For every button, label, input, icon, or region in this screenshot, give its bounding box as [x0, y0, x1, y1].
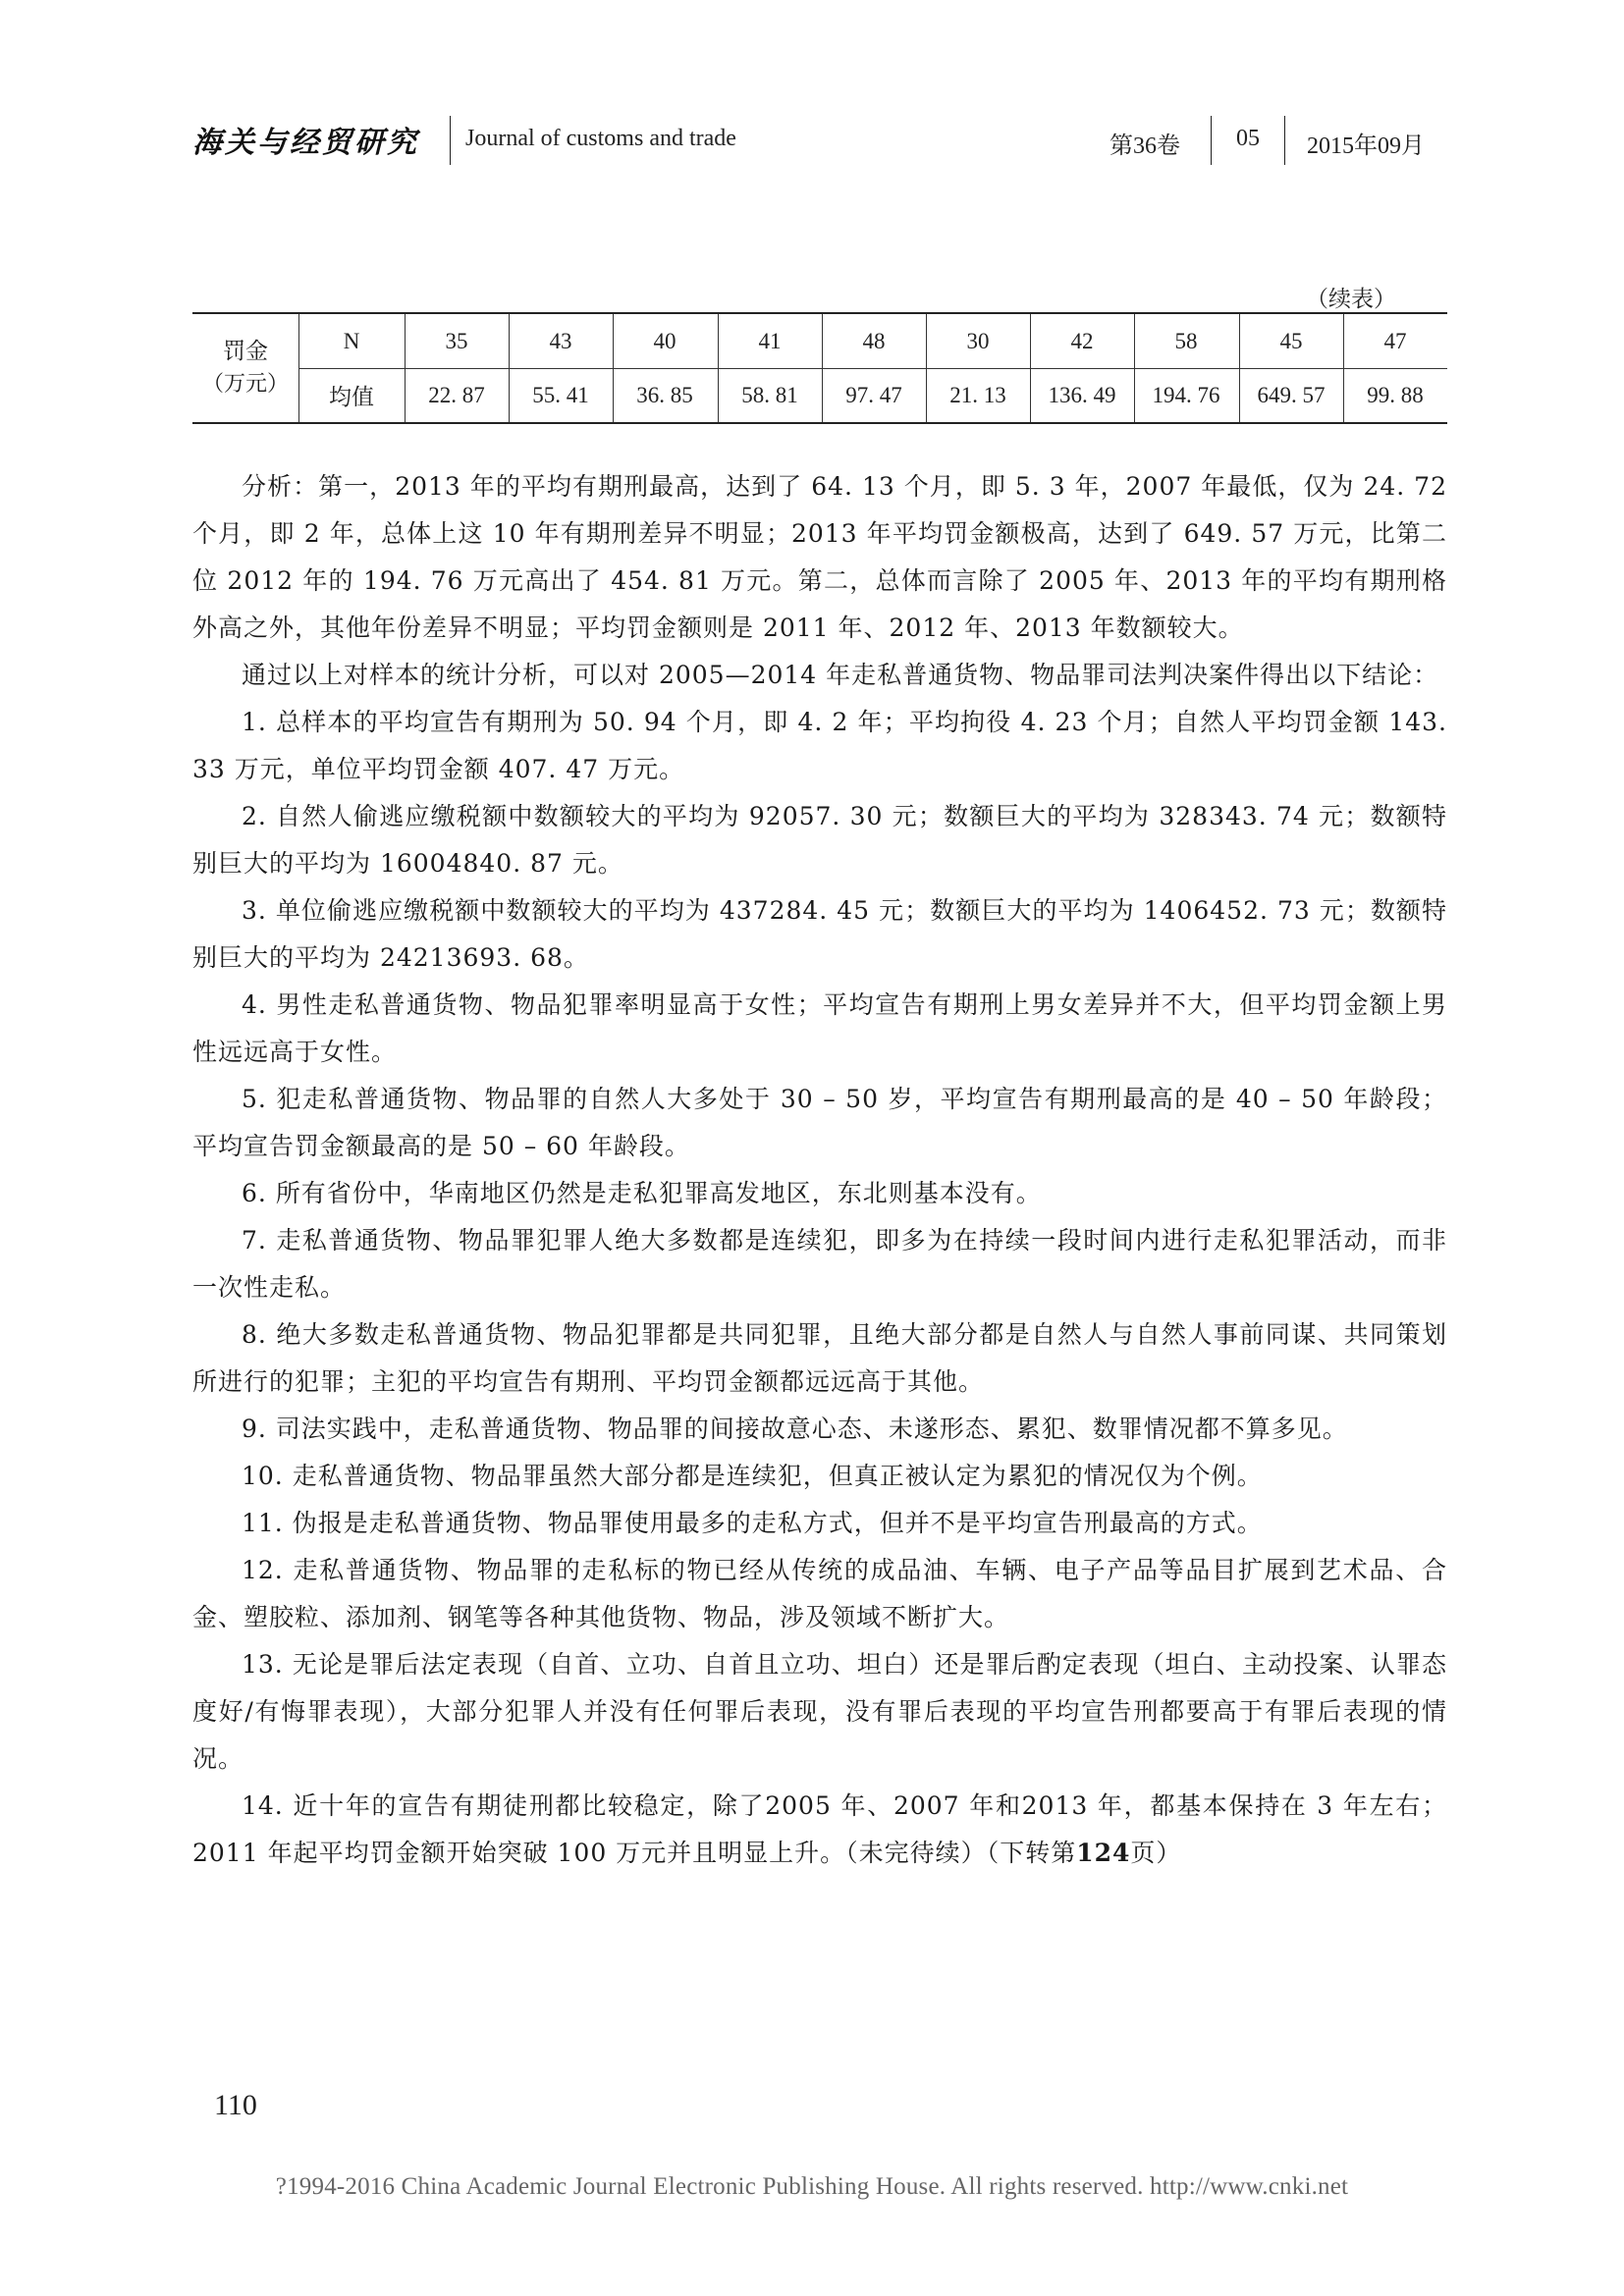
conclusion-item-5: 5. 犯走私普通货物、物品罪的自然人大多处于 30 – 50 岁，平均宣告有期刑最高的是 40 – 50 年龄段；平均宣告罚金额最高的是 50 – 60 年龄段。 [192, 1085, 1447, 1160]
table-cell: 97. 47 [845, 382, 902, 407]
page-number: 110 [214, 2089, 257, 2121]
conclusion-item-6: 6. 所有省份中，华南地区仍然是走私犯罪高发地区，东北则基本没有。 [242, 1179, 1042, 1207]
table-cell: 58. 81 [741, 382, 798, 407]
continuation-page-link[interactable]: 124 [1076, 1839, 1131, 1867]
header-divider [450, 116, 451, 165]
journal-title-cn: 海关与经贸研究 [192, 126, 419, 160]
date-label: 2015年09月 [1307, 133, 1425, 159]
row-label-n: N [343, 328, 360, 353]
row-group-label-line1: 罚金 [223, 339, 268, 364]
journal-title-en: Journal of customs and trade [465, 126, 736, 151]
table-cell: 45 [1279, 328, 1303, 353]
conclusion-item-4: 4. 男性走私普通货物、物品犯罪率明显高于女性；平均宣告有期刑上男女差异并不大，但平均罚金额上男性远远高于女性。 [192, 990, 1447, 1066]
fine-statistics-table [192, 312, 1447, 424]
article-body [192, 463, 1447, 1877]
table-cell: 55. 41 [532, 382, 589, 407]
table-cell: 58 [1174, 328, 1198, 353]
table-cell: 21. 13 [949, 382, 1006, 407]
table-cell: 40 [653, 328, 677, 353]
copyright-footer: ?1994-2016 China Academic Journal Electronic Publishing House. All rights reserved. http://www.cnki.net [275, 2173, 1349, 2200]
table-cell: 41 [758, 328, 782, 353]
table-cell: 48 [862, 328, 886, 353]
table-cell: 649. 57 [1257, 382, 1326, 407]
conclusion-item-12: 12. 走私普通货物、物品罪的走私标的物已经从传统的成品油、车辆、电子产品等品目扩展到艺术品、合金、塑胶粒、添加剂、钢笔等各种其他货物、物品，涉及领域不断扩大。 [192, 1556, 1447, 1631]
table-cell: 22. 87 [428, 382, 485, 407]
conclusion-item-10: 10. 走私普通货物、物品罪虽然大部分都是连续犯，但真正被认定为累犯的情况仅为个例。 [242, 1462, 1263, 1490]
table-cell: 43 [549, 328, 572, 353]
conclusion-item-1: 1. 总样本的平均宣告有期刑为 50. 94 个月，即 4. 2 年；平均拘役 4. 23 个月；自然人平均罚金额 143. 33 万元，单位平均罚金额 407. 47 万元。 [192, 708, 1447, 783]
conclusion-item-7: 7. 走私普通货物、物品罪犯罪人绝大多数都是连续犯，即多为在持续一段时间内进行走私犯罪活动，而非一次性走私。 [192, 1226, 1447, 1302]
running-header [192, 116, 1447, 171]
conclusion-item-14 [192, 1783, 1447, 1877]
table-cell: 30 [966, 328, 990, 353]
table-continued-label: （续表） [1306, 287, 1396, 312]
conclusion-intro: 通过以上对样本的统计分析，可以对 2005—2014 年走私普通货物、物品罪司法判决案件得出以下结论： [242, 661, 1439, 689]
row-group-label [192, 314, 298, 422]
conclusion-item-11: 11. 伪报是走私普通货物、物品罪使用最多的走私方式，但并不是平均宣告刑最高的方式。 [242, 1509, 1263, 1537]
conclusion-item-13: 13. 无论是罪后法定表现（自首、立功、自首且立功、坦白）还是罪后酌定表现（坦白、主动投案、认罪态度好/有悔罪表现），大部分犯罪人并没有任何罪后表现，没有罪后表现的平均宣告刑都要高于有罪后表现的情况。 [192, 1650, 1447, 1773]
table-cell: 99. 88 [1367, 382, 1424, 407]
table-cell: 42 [1070, 328, 1094, 353]
table-cell: 35 [445, 328, 468, 353]
table-cell: 36. 85 [636, 382, 693, 407]
conclusion-item-8: 8. 绝大多数走私普通货物、物品犯罪都是共同犯罪，且绝大部分都是自然人与自然人事前同谋、共同策划所进行的犯罪；主犯的平均宣告有期刑、平均罚金额都远远高于其他。 [192, 1320, 1447, 1396]
conclusion-item-3: 3. 单位偷逃应缴税额中数额较大的平均为 437284. 45 元；数额巨大的平均为 1406452. 73 元；数额特别巨大的平均为 24213693. 68。 [192, 896, 1447, 972]
continuation-note: （下转第124页） [986, 1839, 1182, 1867]
header-divider [1284, 116, 1285, 165]
conclusion-item-9: 9. 司法实践中，走私普通货物、物品罪的间接故意心态、未遂形态、累犯、数罪情况都不算多见。 [242, 1415, 1348, 1443]
table-cell: 47 [1383, 328, 1407, 353]
analysis-paragraph: 分析：第一，2013 年的平均有期刑最高，达到了 64. 13 个月，即 5. 3 年，2007 年最低，仅为 24. 72 个月，即 2 年，总体上这 10 年有期刑差异不明显；2013 年平均罚金额极高，达到了 649. 57 万元，比第二位 2012 年的 194. 76 万元高出了 454. 81 万元。第二，总体而言除了 2005 年、2013 年的平均有期刑格外高之外，其他年份差异不明显；平均罚金额则是 2011 年、2012 年、2013 年数额较大。 [192, 472, 1447, 642]
conclusion-item-14-text: 14. 近十年的宣告有期徒刑都比较稳定，除了2005 年、2007 年和2013 年，都基本保持在 3 年左右；2011 年起平均罚金额开始突破 100 万元并且明显上升。（未完待续） [192, 1791, 1447, 1867]
table-cell: 194. 76 [1152, 382, 1220, 407]
issue-label: 05 [1236, 126, 1260, 151]
header-divider [1211, 116, 1212, 165]
row-label-mean: 均值 [329, 385, 374, 409]
table-cell: 136. 49 [1048, 382, 1116, 407]
volume-label: 第36卷 [1110, 133, 1180, 159]
row-group-label-line2: （万元） [201, 372, 289, 397]
conclusion-item-2: 2. 自然人偷逃应缴税额中数额较大的平均为 92057. 30 元；数额巨大的平均为 328343. 74 元；数额特别巨大的平均为 16004840. 87 元。 [192, 802, 1447, 878]
